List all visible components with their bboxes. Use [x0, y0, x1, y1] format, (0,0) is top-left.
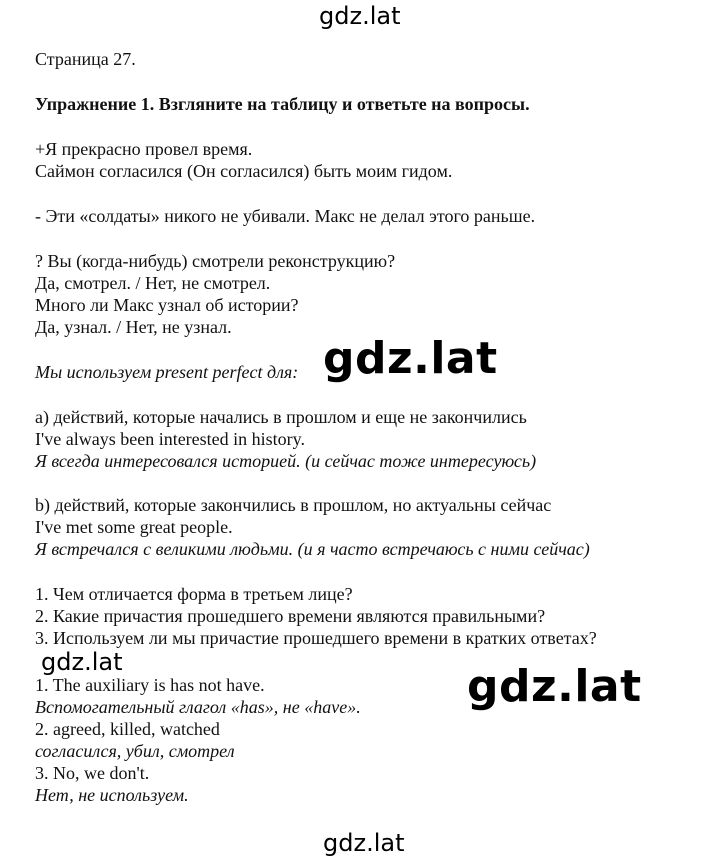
answer-2-translation: согласился, убил, смотрел [35, 741, 235, 761]
positive-line-1: +Я прекрасно провел время. [35, 139, 253, 159]
usage-a-example: I've always been interested in history. [35, 429, 305, 449]
usage-b-translation: Я встречался с великими людьми. (и я часто встречаюсь с ними сейчас) [35, 539, 590, 559]
answer-1-translation: Вспомогательный глагол «has», не «have». [35, 697, 361, 717]
question-example-4: Да, узнал. / Нет, не узнал. [35, 317, 232, 337]
page-label: Страница 27. [35, 49, 136, 69]
usage-b-example: I've met some great people. [35, 517, 233, 537]
watermark-middle: gdz.lat [323, 333, 498, 384]
watermark-left: gdz.lat [41, 648, 123, 676]
answer-3-translation: Нет, не используем. [35, 785, 189, 805]
answer-2: 2. agreed, killed, watched [35, 719, 220, 739]
question-1: 1. Чем отличается форма в третьем лице? [35, 584, 353, 604]
question-example-1: ? Вы (когда-нибудь) смотрели реконструкцию? [35, 251, 396, 271]
usage-a-translation: Я всегда интересовался историей. (и сейчас тоже интересуюсь) [35, 451, 537, 471]
usage-a-title: а) действий, которые начались в прошлом и еще не закончились [35, 407, 527, 427]
question-3: 3. Используем ли мы причастие прошедшего времени в кратких ответах? [35, 628, 597, 648]
question-example-3: Много ли Макс узнал об истории? [35, 295, 299, 315]
question-example-2: Да, смотрел. / Нет, не смотрел. [35, 273, 271, 293]
answer-1: 1. The auxiliary is has not have. [35, 675, 265, 695]
watermark-right: gdz.lat [467, 661, 642, 712]
usage-intro: Мы используем present perfect для: [35, 362, 299, 382]
answer-3: 3. No, we don't. [35, 763, 150, 783]
positive-line-2: Саймон согласился (Он согласился) быть моим гидом. [35, 161, 453, 181]
watermark-top: gdz.lat [319, 2, 401, 30]
negative-line: - Эти «солдаты» никого не убивали. Макс не делал этого раньше. [35, 206, 536, 226]
usage-b-title: b) действий, которые закончились в прошлом, но актуальны сейчас [35, 495, 552, 515]
question-2: 2. Какие причастия прошедшего времени являются правильными? [35, 606, 546, 626]
watermark-bottom: gdz.lat [323, 829, 405, 857]
exercise-title: Упражнение 1. Взгляните на таблицу и ответьте на вопросы. [35, 94, 530, 114]
